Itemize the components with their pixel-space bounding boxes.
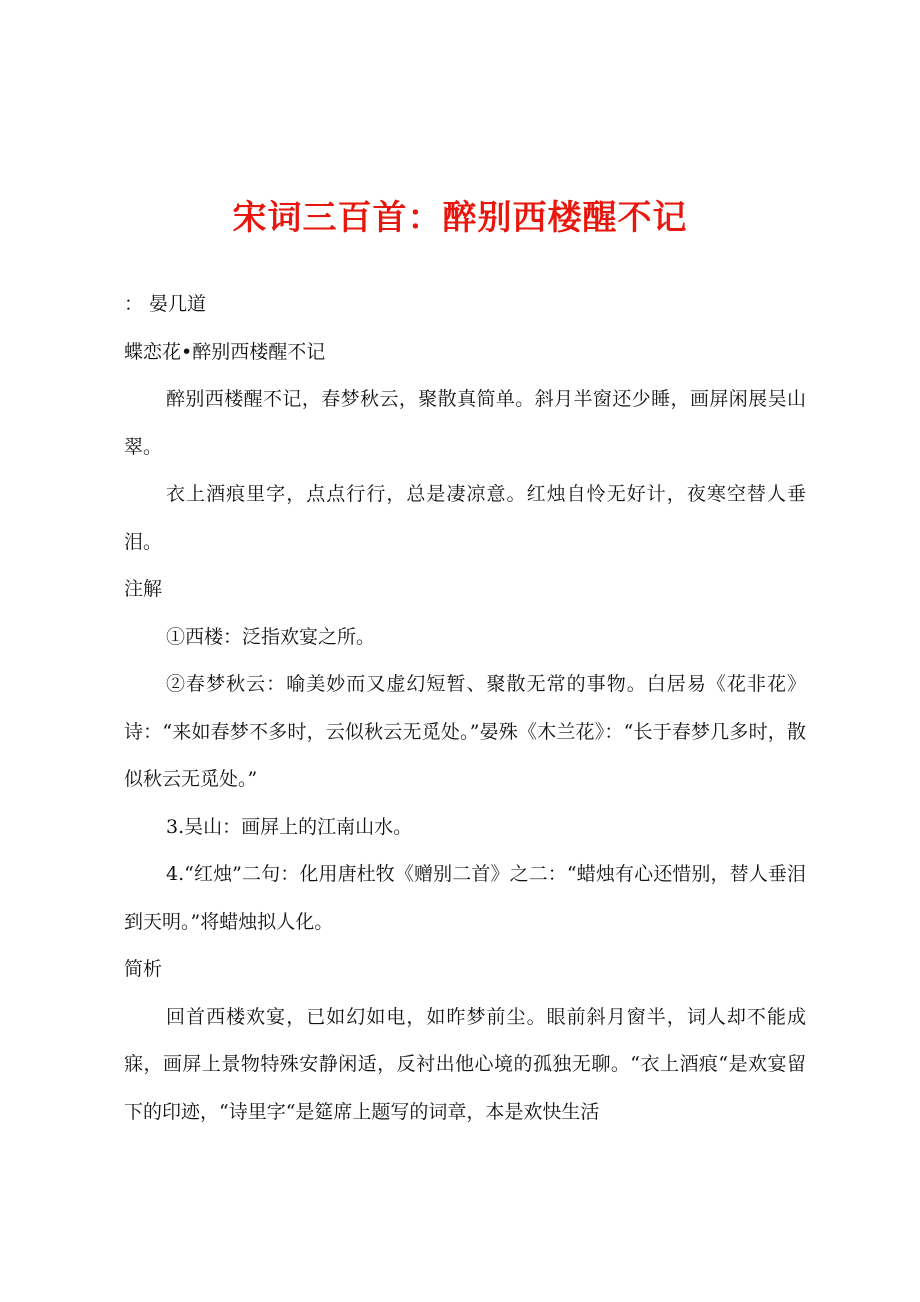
note-1: ①西楼：泛指欢宴之所。 <box>166 625 376 648</box>
note-3: 3.吴山：画屏上的江南山水。 <box>166 815 413 838</box>
poem-stanza-2: 衣上酒痕里字，点点行行，总是凄凉意。红烛自怜无好计，夜寒空替人垂泪。 <box>124 483 806 553</box>
note-2: ②春梦秋云：喻美妙而又虚幻短暂、聚散无常的事物。白居易《花非花》诗：“来如春梦不多时，云似秋云无觅处。”晏殊《木兰花》：“长于春梦几多时，散似秋云无觅处。” <box>124 673 806 790</box>
poem-stanza-1: 醉别西楼醒不记，春梦秋云，聚散真简单。斜月半窗还少睡，画屏闲展吴山翠。 <box>124 388 806 458</box>
analysis-paragraph: 回首西楼欢宴，已如幻如电，如昨梦前尘。眼前斜月窗半，词人却不能成寐，画屏上景物特殊安静闲适，反衬出他心境的孤独无聊。“衣上酒痕“是欢宴留下的印迹，“诗里字“是筵席上题写的词章，本是欢快生活 <box>124 1005 806 1123</box>
author-line: ： 晏几道 <box>124 293 207 315</box>
analysis-heading: 简析 <box>124 958 163 980</box>
notes-heading: 注解 <box>124 578 163 600</box>
document-body <box>124 281 806 1136</box>
note-4: 4.“红烛”二句：化用唐杜牧《赠别二首》之二：“蜡烛有心还惜别，替人垂泪到天明。”将蜡烛拟人化。 <box>124 863 806 933</box>
document-title: 宋词三百首：醉别西楼醒不记 <box>232 198 688 238</box>
poem-heading: 蝶恋花•醉别西楼醒不记 <box>124 340 326 363</box>
